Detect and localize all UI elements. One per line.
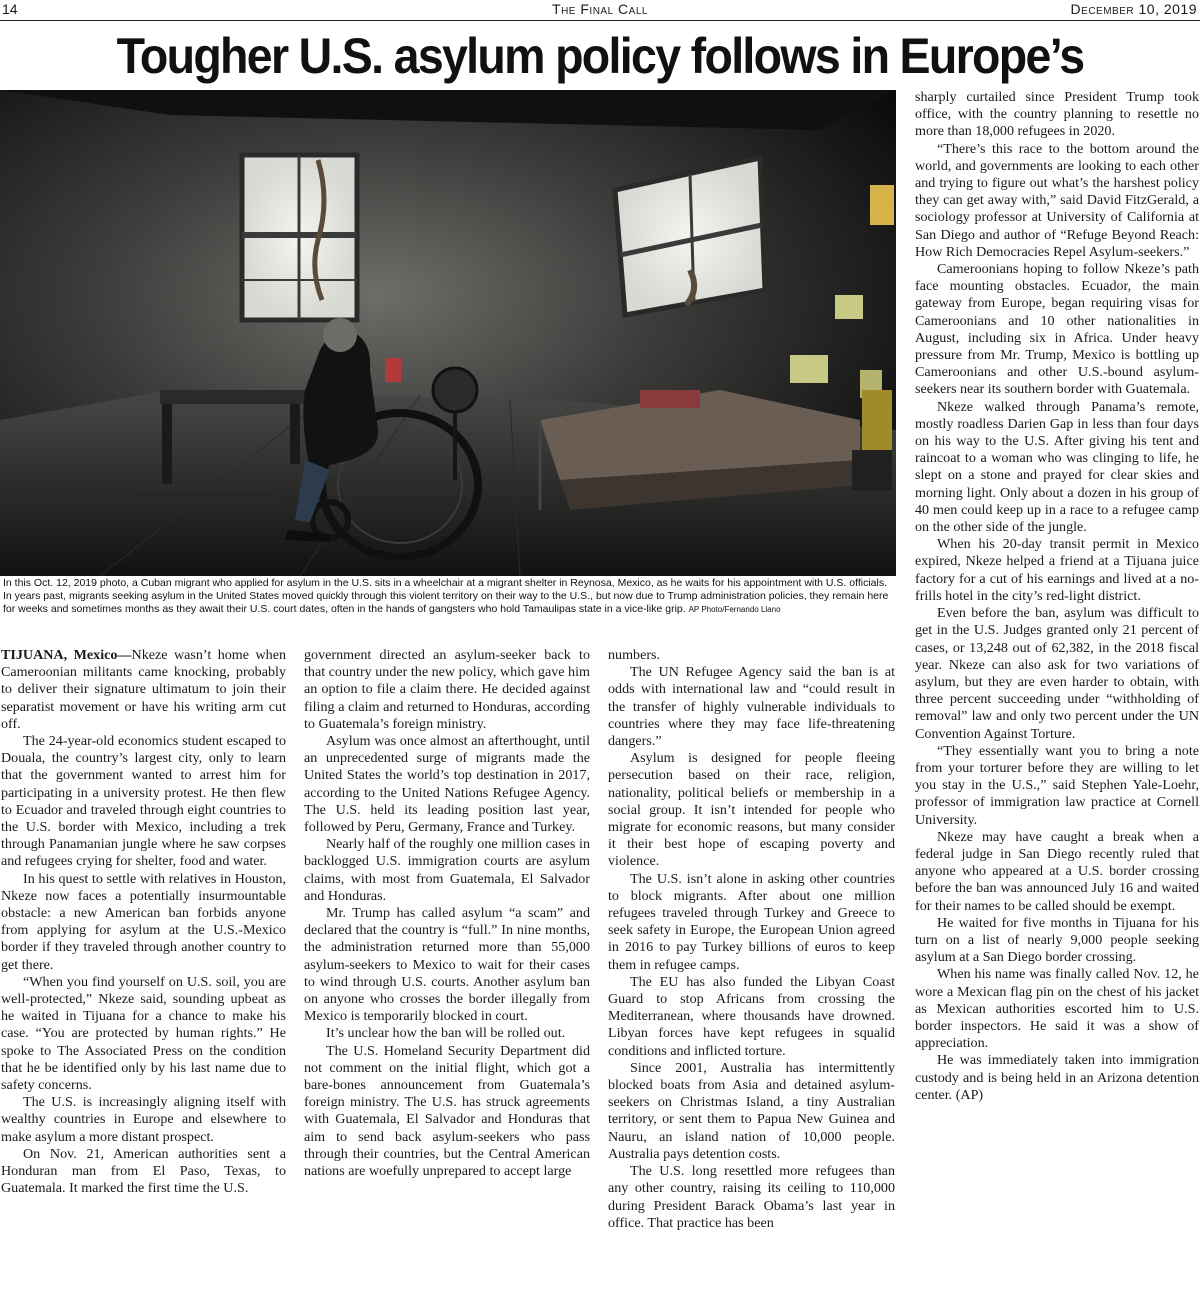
article-paragraph: When his name was finally called Nov. 12, he wore a Mexican flag pin on the chest of his jacket as Mexican authorities escorted him to U.S. border inspectors. He said it was a show of appreciation. bbox=[915, 966, 1199, 1052]
article-paragraph: TIJUANA, Mexico—Nkeze wasn’t home when Cameroonian militants came knocking, probably to deliver their signature ultimatum to join their separatist movement or have his writing arm cut off. bbox=[1, 647, 286, 732]
article-paragraph: Nkeze may have caught a break when a federal judge in San Diego recently ruled that anyone who appeared at a U.S. border crossing before the ban was announced July 16 and waited for their names to be called should be exempt. bbox=[915, 828, 1199, 914]
article-paragraph: Mr. Trump has called asylum “a scam” and declared that the country is “full.” In nine months, the administration returned more than 55,000 asylum-seekers to Mexico to wait for their cases to wind through U.S. courts. Another asylum ban on anyone who crosses the border illegally from Mexico is temporarily blocked in court. bbox=[304, 905, 590, 1025]
article-paragraph: The U.S. Homeland Security Department did not comment on the initial flight, which got a bare-bones announcement from Guatemala’s foreign ministry. The U.S. has struck agreements with Guatemala, El Salvador and Honduras that aim to send back asylum-seekers who pass through their countries, but the Central American nations are woefully unprepared to accept large bbox=[304, 1042, 590, 1180]
article-paragraph: “There’s this race to the bottom around the world, and governments are looking to each other and trying to figure out what’s the harshest policy they can get away with,” said David FitzGerald, a sociology professor at University of California at San Diego and author of “Refuge Beyond Reach: How Rich Democracies Repel Asylum-seekers.” bbox=[915, 140, 1199, 260]
article-paragraph: Even before the ban, asylum was difficult to get in the U.S. Judges granted only 21 percent of cases, or 13,248 out of 62,382, in the 2018 fiscal year. Nkeze can also ask for two variations of asylum, but they are even harder to obtain, with three percent succeeding under “withholding of removal” law and only two percent under the UN Convention Against Torture. bbox=[915, 605, 1199, 742]
article-paragraph: “They essentially want you to bring a note from your torturer before they are willing to let you stay in the U.S.,” said Stephen Yale-Loehr, professor of immigration law practice at Cornell University. bbox=[915, 742, 1199, 828]
article-paragraph: sharply curtailed since President Trump took office, with the country planning to resettle no more than 18,000 refugees in 2020. bbox=[915, 89, 1199, 140]
article-paragraph: It’s unclear how the ban will be rolled out. bbox=[326, 1025, 566, 1042]
article-paragraph: Nkeze walked through Panama’s remote, mostly roadless Darien Gap in less than four days on his way to the U.S. After giving his tent and raincoat to a woman who was clinging to life, he slept on a stone and prayed for clear skies and morning light. Only about a dozen in his group of 40 men could keep up in a race to a refugee camp on the other side of the jungle. bbox=[915, 398, 1199, 536]
article-paragraph: He waited for five months in Tijuana for his turn on a list of nearly 9,000 people seeking asylum at a San Diego border crossing. bbox=[915, 914, 1199, 966]
article-paragraph: Asylum is designed for people fleeing persecution based on their race, religion, nationality, political beliefs or membership in a social group. It isn’t intended for people who migrate for economic reasons, but many consider it their best hope of escaping poverty and violence. bbox=[608, 750, 895, 870]
article-paragraph: In his quest to settle with relatives in Houston, Nkeze now faces a potentially insurmountable obstacle: a new American ban forbids anyone from applying for asylum at the U.S.-Mexico border if they traveled through another country to get there. bbox=[1, 870, 286, 973]
photo-caption bbox=[3, 577, 895, 617]
article-paragraph: The U.S. is increasingly aligning itself with wealthy countries in Europe and elsewhere to make asylum a more distant prospect. bbox=[1, 1094, 286, 1145]
article-column-2 bbox=[304, 647, 590, 1297]
article-paragraph: Asylum was once almost an afterthought, until an unprecedented surge of migrants made the United States the world’s top destination in 2017, according to the United Nations Refugee Agency. The U.S. held its leading position last year, followed by Peru, Germany, France and Turkey. bbox=[304, 733, 590, 836]
caption-text: In this Oct. 12, 2019 photo, a Cuban migrant who applied for asylum in the U.S. sits in a wheelchair at a migrant shelter in Reynosa, Mexico, as he waits for his appointment with U.S. officials. In years past, migrants seeking asylum in the United States moved quickly through this violent territory on their way to the U.S., but now due to Trump administration policies, they remain here for weeks and sometimes months as they await their U.S. court dates, often in the hands of gangsters who hold Tamaulipas state in a vice-like grip. bbox=[3, 577, 889, 616]
article-paragraph: The U.S. isn’t alone in asking other countries to block migrants. After about one million refugees traveled through Turkey and Greece to seek safety in Europe, the European Union agreed in 2016 to pay Turkey billions of euros to keep them in refugee camps. bbox=[608, 870, 895, 973]
article-column-1 bbox=[1, 647, 286, 1297]
article-paragraph: The 24-year-old economics student escaped to Douala, the country’s largest city, only to learn that the government wanted to arrest him for participating in a university protest. He then flew to Ecuador and traveled through eight countries to the U.S. border with Mexico, including a trek through Panamanian jungle where he saw corpses and refugees crying for shelter, food and water. bbox=[1, 733, 286, 870]
newspaper-name: The Final Call bbox=[552, 1, 648, 17]
article-paragraph: Since 2001, Australia has intermittently blocked boats from Asia and detained asylum-seekers on Christmas Island, a tiny Australian territory, or sent them to Papua New Guinea and Nauru, an island nation of 10,000 people. Australia pays detention costs. bbox=[608, 1059, 895, 1162]
article-paragraph: The EU has also funded the Libyan Coast Guard to stop Africans from crossing the Mediterranean, where thousands have drowned. Libyan forces have kept refugees in squalid conditions and inflicted torture. bbox=[608, 973, 895, 1059]
article-column-4 bbox=[915, 89, 1199, 1297]
article-column-3 bbox=[608, 647, 895, 1297]
article-paragraph: The UN Refugee Agency said the ban is at odds with international law and “could result in the transfer of highly vulnerable individuals to countries where they may face life-threatening dangers.” bbox=[608, 664, 895, 750]
article-paragraph: The U.S. long resettled more refugees than any other country, raising its ceiling to 110,000 during President Barack Obama’s last year in office. That practice has been bbox=[608, 1163, 895, 1231]
dateline: TIJUANA, Mexico— bbox=[1, 647, 132, 663]
article-paragraph: On Nov. 21, American authorities sent a Honduran man from El Paso, Texas, to Guatemala. It marked the first time the U.S. bbox=[1, 1145, 286, 1197]
page-header bbox=[0, 0, 1200, 21]
headline: Tougher U.S. asylum policy follows in Europe’s bbox=[116, 28, 1084, 84]
article-paragraph: Nearly half of the roughly one million cases in backlogged U.S. immigration courts are asylum claims, with most from Guatemala, El Salvador and Honduras. bbox=[304, 836, 590, 904]
article-paragraph: He was immediately taken into immigration custody and is being held in an Arizona detention center. (AP) bbox=[915, 1052, 1199, 1103]
article-paragraph: Cameroonians hoping to follow Nkeze’s path face mounting obstacles. Ecuador, the main gateway from Europe, began requiring visas for Cameroonians and 10 other nationalities in August, including six in Africa. Under heavy pressure from Mr. Trump, Mexico is bottling up Cameroonians and other U.S.-bound asylum-seekers near its southern border with Guatemala. bbox=[915, 261, 1199, 398]
article-paragraph: numbers. bbox=[608, 647, 661, 663]
issue-date: December 10, 2019 bbox=[1070, 1, 1197, 17]
article-paragraph: government directed an asylum-seeker back to that country under the new policy, which gave him an option to file a claim there. He decided against filing a claim and returned to Honduras, according to Guatemala’s foreign ministry. bbox=[304, 647, 590, 732]
article-paragraph: “When you find yourself on U.S. soil, you are well-protected,” Nkeze said, sounding upbeat as he waited in Tijuana for a chance to make his case. “You are protected by human rights.” He spoke to The Associated Press on the condition that he be identified only by his last name due to safety concerns. bbox=[1, 973, 286, 1094]
photo-credit: AP Photo/Fernando Llano bbox=[688, 605, 781, 615]
left-window bbox=[242, 155, 357, 320]
page-number: 14 bbox=[2, 1, 18, 17]
article-paragraph: When his 20-day transit permit in Mexico expired, Nkeze helped a friend at a Tijuana juice factory for a cut of his earnings and lived at a no-frills hotel in the city’s red-light district. bbox=[915, 536, 1199, 604]
article-photo bbox=[0, 90, 896, 576]
